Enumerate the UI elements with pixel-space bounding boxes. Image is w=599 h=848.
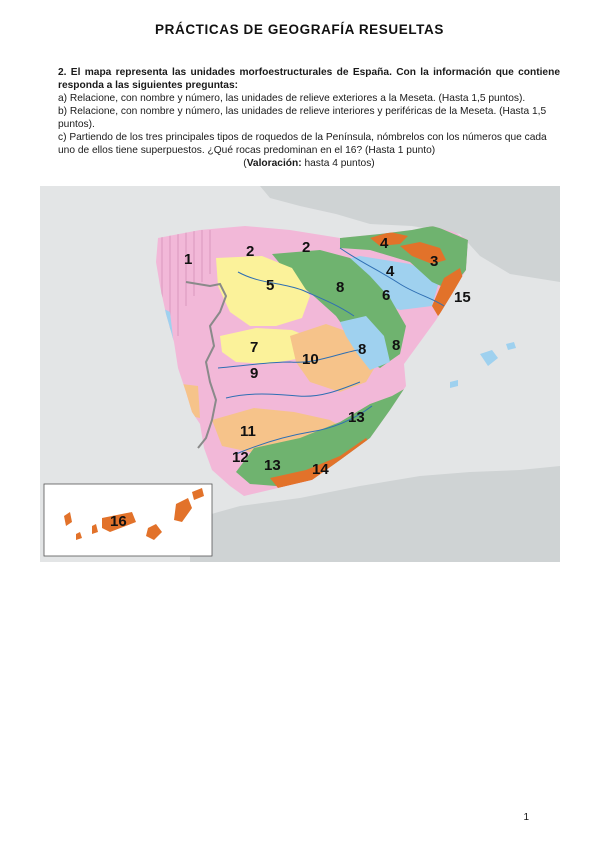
question-item-b: b) Relacione, con nombre y número, las unidades de relieve interiores y periféricas de la Meseta. (Hasta 1,5 puntos). bbox=[58, 106, 547, 130]
map-label-2b: 2 bbox=[302, 239, 311, 256]
valuation-text: hasta 4 puntos) bbox=[301, 158, 375, 169]
map-label-12: 12 bbox=[232, 449, 249, 466]
map-label-3: 3 bbox=[430, 253, 439, 270]
map-label-4a: 4 bbox=[380, 235, 389, 252]
valuation-line bbox=[58, 157, 560, 170]
question-item-a: a) Relacione, con nombre y número, las unidades de relieve exteriores a la Meseta. (Hasta 1,5 puntos). bbox=[58, 93, 526, 104]
map-label-7: 7 bbox=[250, 339, 259, 356]
map-label-15: 15 bbox=[454, 289, 471, 306]
map-label-6: 6 bbox=[382, 287, 391, 304]
page-title: PRÁCTICAS DE GEOGRAFÍA RESUELTAS bbox=[155, 22, 444, 37]
map-label-5: 5 bbox=[266, 277, 275, 294]
valuation-label: Valoración: bbox=[246, 158, 302, 169]
map-label-10: 10 bbox=[302, 351, 319, 368]
map-label-4b: 4 bbox=[386, 263, 395, 280]
map-label-13b: 13 bbox=[264, 457, 281, 474]
map-label-9: 9 bbox=[250, 365, 259, 382]
map-label-16: 16 bbox=[110, 513, 127, 530]
map-label-8c: 8 bbox=[392, 337, 401, 354]
question-item-c: c) Partiendo de los tres principales tipos de roquedos de la Península, nómbrelos con los números que cada uno de ellos tiene superpuestos. ¿Qué rocas predominan en el 16? (Hasta 1 punto) bbox=[58, 132, 547, 156]
map-label-8a: 8 bbox=[336, 279, 345, 296]
map-label-11: 11 bbox=[240, 423, 256, 440]
map-svg bbox=[40, 186, 560, 562]
map-label-8b: 8 bbox=[358, 341, 367, 358]
valuation-open: ( bbox=[243, 158, 247, 169]
map-label-14: 14 bbox=[312, 461, 329, 478]
map-label-2a: 2 bbox=[246, 243, 255, 260]
question-heading: 2. El mapa representa las unidades morfoestructurales de España. Con la información que contiene responda a las siguientes preguntas: bbox=[58, 67, 560, 91]
morphostructural-map bbox=[40, 186, 560, 562]
question-block bbox=[58, 66, 560, 170]
map-label-13a: 13 bbox=[348, 409, 365, 426]
map-label-1: 1 bbox=[184, 251, 193, 268]
page-number: 1 bbox=[523, 812, 529, 823]
